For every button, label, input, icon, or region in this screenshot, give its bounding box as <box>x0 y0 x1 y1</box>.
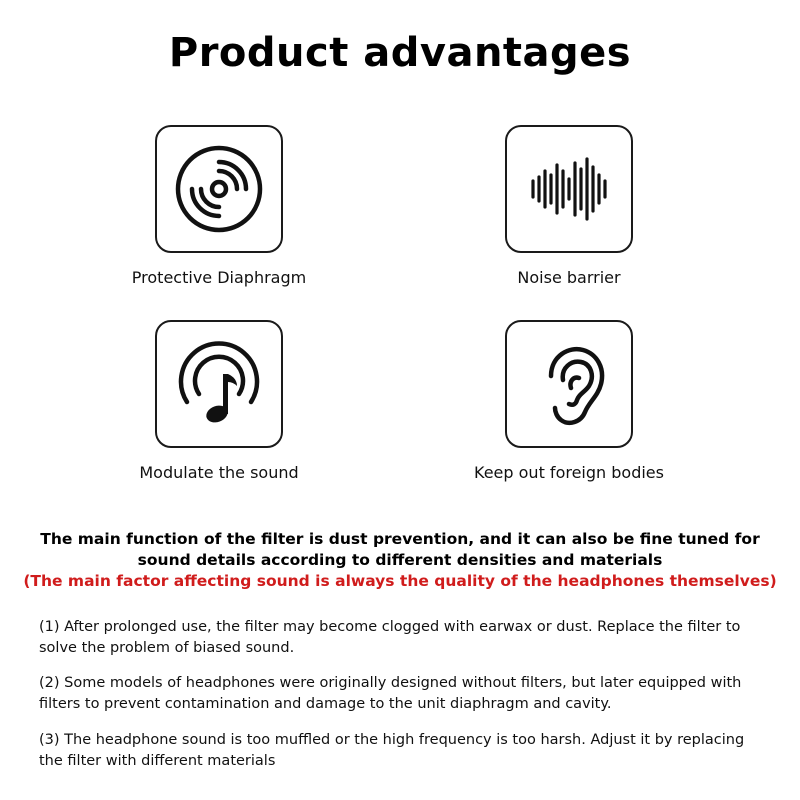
music-note-icon <box>171 336 267 432</box>
point-item: (1) After prolonged use, the filter may become clogged with earwax or dust. Replace the filter to solve the problem of biased sound. <box>39 619 741 656</box>
feature-label: Noise barrier <box>517 268 621 287</box>
ear-icon <box>521 336 617 432</box>
feature-card-foreign-bodies <box>505 320 633 448</box>
description-main: The main function of the filter is dust prevention, and it can also be fine tuned for sound details according to different densities and materials <box>40 530 760 569</box>
feature-card-noise <box>505 125 633 253</box>
point-item: (2) Some models of headphones were originally designed without filters, but later equipped with filters to prevent contamination and damage to the unit diaphragm and cavity. <box>39 675 742 712</box>
feature-label: Keep out foreign bodies <box>474 463 664 482</box>
sound-wave-icon <box>521 141 617 237</box>
feature-card-modulate <box>155 320 283 448</box>
description-note: (The main factor affecting sound is always the quality of the headphones themselves) <box>23 572 777 590</box>
disc-icon <box>171 141 267 237</box>
feature-label: Protective Diaphragm <box>131 268 307 287</box>
page-title: Product advantages <box>168 30 632 76</box>
description <box>20 529 780 592</box>
feature-label: Modulate the sound <box>139 463 299 482</box>
point-item: (3) The headphone sound is too muffled or the high frequency is too harsh. Adjust it by replacing the filter with different materials <box>39 732 745 769</box>
feature-card-diaphragm <box>155 125 283 253</box>
